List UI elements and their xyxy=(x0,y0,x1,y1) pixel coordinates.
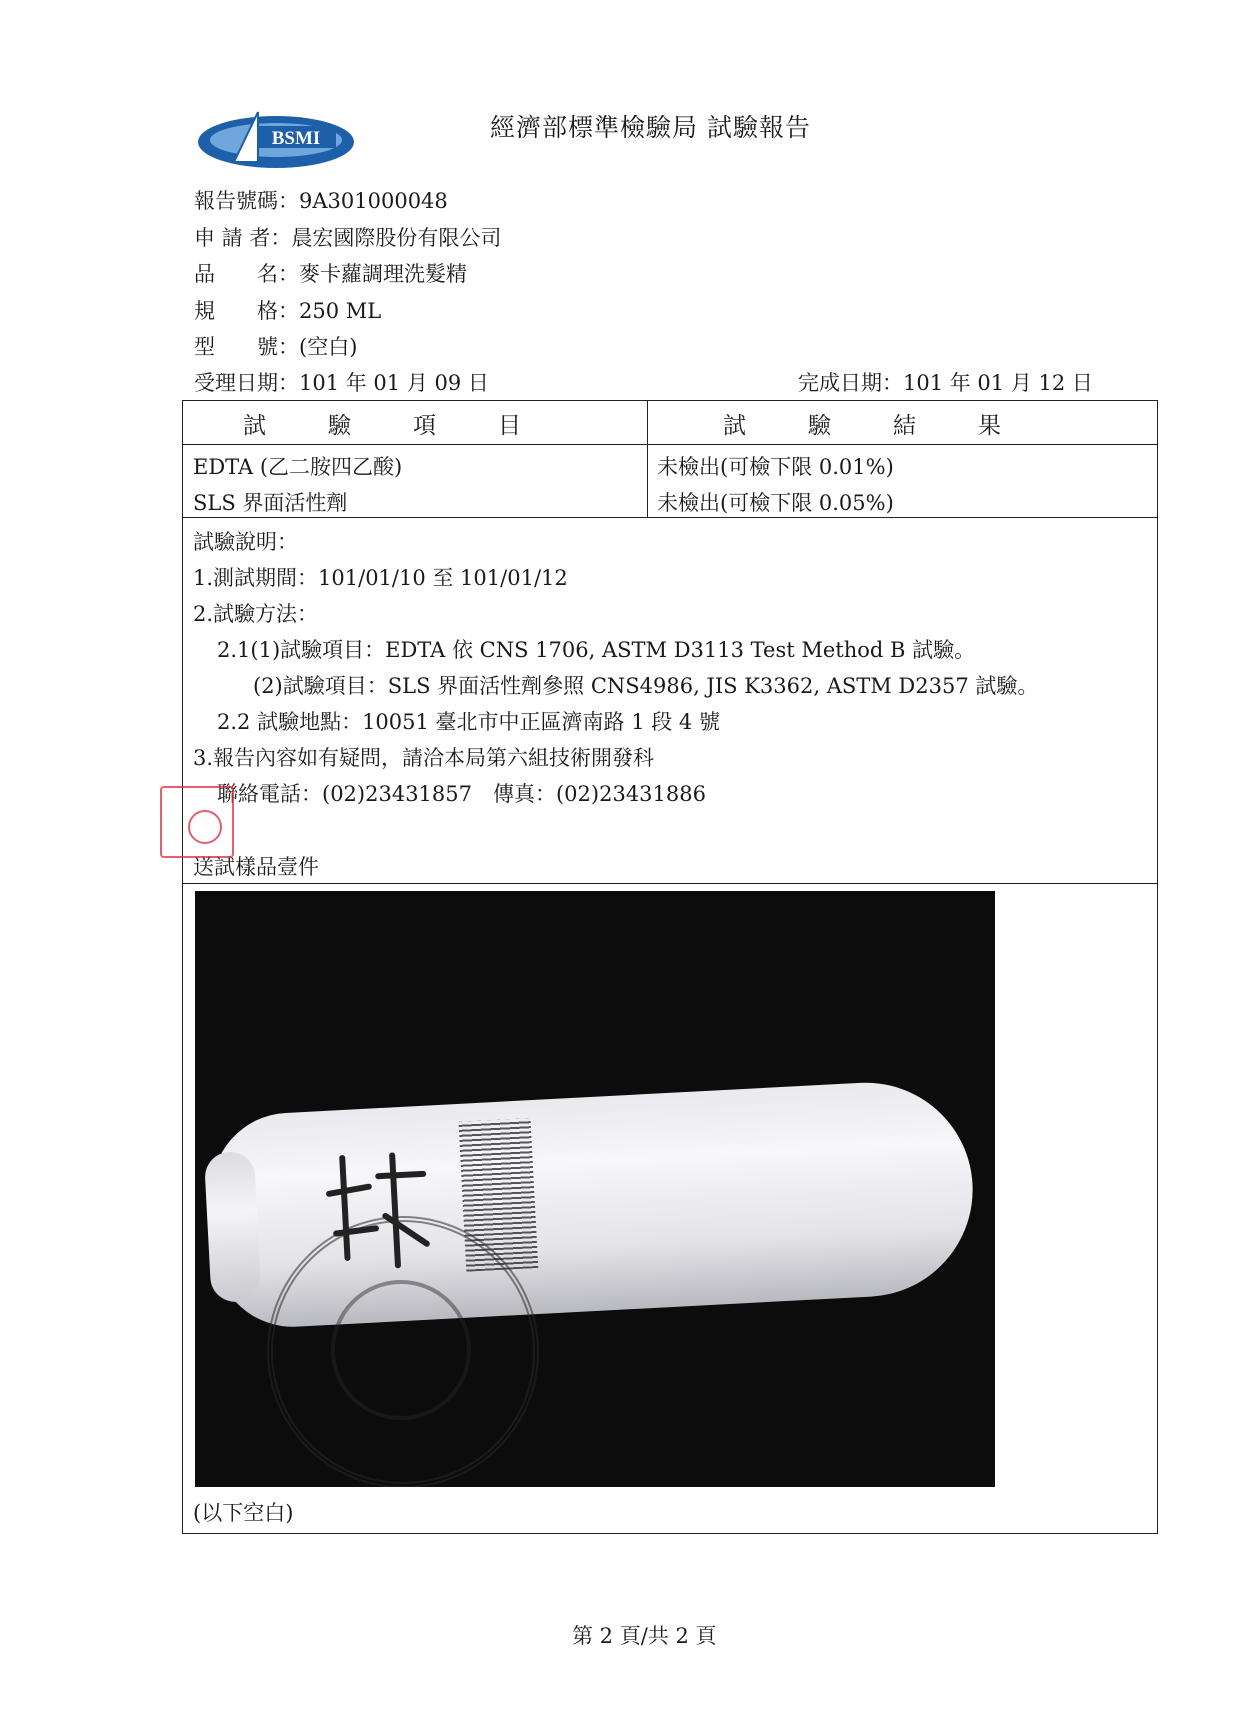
product-row xyxy=(194,258,467,288)
note-contact-phone: 聯絡電話：(02)23431857 傳真：(02)23431886 xyxy=(217,782,706,806)
logo-text: BSMI xyxy=(271,128,321,149)
product-name: 麥卡蘿調理洗髮精 xyxy=(299,262,467,286)
report-number: 9A301000048 xyxy=(299,189,448,213)
page-title: 經濟部標準檢驗局 試驗報告 xyxy=(490,113,811,142)
note-test-location: 2.2 試驗地點：10051 臺北市中正區濟南路 1 段 4 號 xyxy=(217,710,720,734)
received-date: 101 年 01 月 09 日 xyxy=(299,371,489,395)
applicant-label: 申 請 者： xyxy=(194,226,292,250)
end-note: (以下空白) xyxy=(193,1501,294,1525)
column-divider xyxy=(647,401,648,517)
results-divider xyxy=(183,517,1157,518)
official-seal xyxy=(267,1216,539,1487)
row1-result: 未檢出(可檢下限 0.01%) xyxy=(657,455,894,479)
red-stamp xyxy=(160,786,234,858)
applicant: 晨宏國際股份有限公司 xyxy=(291,226,502,250)
received-date-row xyxy=(194,367,489,397)
completed-date-label: 完成日期： xyxy=(798,371,903,395)
spec: 250 ML xyxy=(299,299,382,323)
spec-label: 規 格： xyxy=(194,299,299,323)
header-test-item: 試驗項目 xyxy=(243,413,583,439)
note-test-period: 1.測試期間：101/01/10 至 101/01/12 xyxy=(193,566,568,590)
report-number-label: 報告號碼： xyxy=(194,189,299,213)
completed-date-row xyxy=(798,367,1093,397)
product-label: 品 名： xyxy=(194,262,299,286)
bsmi-logo xyxy=(196,104,356,174)
report-table xyxy=(182,400,1158,1534)
note-method-sls: (2)試驗項目：SLS 界面活性劑參照 CNS4986, JIS K3362, ASTM D2357 試驗。 xyxy=(253,674,1039,698)
row2-result: 未檢出(可檢下限 0.05%) xyxy=(657,491,894,515)
sample-photo xyxy=(195,891,995,1487)
note-test-method: 2.試驗方法： xyxy=(193,602,319,626)
sample-caption: 送試樣品壹件 xyxy=(193,855,319,879)
report-number-row xyxy=(194,185,448,215)
spec-row xyxy=(194,295,381,325)
row2-item: SLS 界面活性劑 xyxy=(193,491,348,515)
notes-heading: 試驗說明： xyxy=(193,530,298,554)
note-contact-dept: 3.報告內容如有疑問，請洽本局第六組技術開發科 xyxy=(193,746,655,770)
seal-inner-ring xyxy=(331,1280,471,1420)
model-row xyxy=(194,331,357,361)
applicant-row xyxy=(194,222,501,252)
stamp-ring xyxy=(188,810,222,844)
header-test-result: 試驗結果 xyxy=(723,413,1063,439)
bottle-cap xyxy=(204,1151,262,1303)
header-divider xyxy=(183,444,1157,445)
model: (空白) xyxy=(299,335,358,359)
caption-divider xyxy=(183,883,1157,884)
received-date-label: 受理日期： xyxy=(194,371,299,395)
note-method-edta: 2.1(1)試驗項目：EDTA 依 CNS 1706, ASTM D3113 Test Method B 試驗。 xyxy=(217,638,976,662)
completed-date: 101 年 01 月 12 日 xyxy=(903,371,1093,395)
row1-item: EDTA (乙二胺四乙酸) xyxy=(193,455,403,479)
page-number: 第 2 頁/共 2 頁 xyxy=(572,1624,717,1648)
model-label: 型 號： xyxy=(194,335,299,359)
